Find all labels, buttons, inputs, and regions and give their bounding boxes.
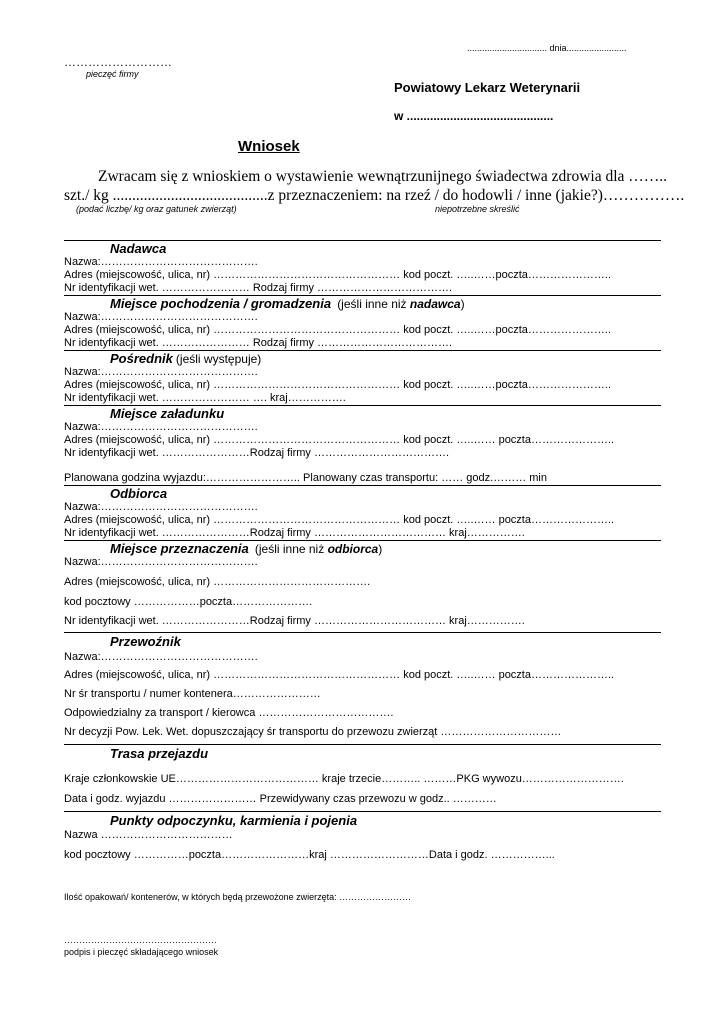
- section-title-odbiorca: Odbiorca: [110, 486, 168, 501]
- stamp-label: pieczęć firmy: [86, 69, 139, 79]
- pochodzenie-address: Adres (miejscowość, ulica, nr) …………………………………………… kod poczt. …..……poczta…………………..: [64, 324, 612, 336]
- posrednik-name: Nazwa:…………………………………….: [64, 366, 258, 378]
- przewoznik-address: Adres (miejscowość, ulica, nr) …………………………………………… kod poczt. …..…… poczta…………………..: [64, 669, 615, 681]
- pochodzenie-name: Nazwa:…………………………………….: [64, 311, 258, 323]
- section-title-posrednik: Pośrednik: [110, 351, 173, 366]
- intro-hint-quantity: (podać liczbę/ kg oraz gatunek zwierząt): [76, 204, 237, 214]
- section-note-end: ): [378, 542, 383, 556]
- odbiorca-id: Nr identyfikacji wet. ……………………Rodzaj firmy ……………………………… kraj…………….: [64, 527, 525, 539]
- section-title-przewoznik: Przewoźnik: [110, 634, 181, 649]
- trasa-departure: Data i godz. wyjazdu …………………… Przewidywany czas przewozu w godz.. …………: [64, 793, 497, 805]
- signature-label: podpis i pieczęć składającego wniosek: [64, 947, 219, 957]
- przeznaczenie-id: Nr identyfikacji wet. ……………………Rodzaj firmy ……………………………… kraj…………….: [64, 615, 525, 627]
- section-note-end: ): [460, 297, 465, 311]
- divider: [64, 744, 661, 745]
- section-note-ref: nadawca: [409, 297, 461, 311]
- section-header-pochodzenie: [110, 296, 465, 311]
- odbiorca-address: Adres (miejscowość, ulica, nr) …………………………………………… kod poczt. …..…… poczta…………………..: [64, 514, 615, 526]
- section-header-posrednik: [110, 351, 261, 366]
- page-title: Wniosek: [238, 138, 300, 155]
- divider: [64, 632, 661, 633]
- intro-line-1: Zwracam się z wnioskiem o wystawienie wewnątrzunijnego świadectwa zdrowia dla ……..: [98, 168, 668, 185]
- nadawca-id: Nr identyfikacji wet. …………………… Rodzaj firmy ……………………………….: [64, 282, 453, 294]
- przeznaczenie-address: Adres (miejscowość, ulica, nr) …………………………………….: [64, 576, 371, 588]
- zaladunek-time: Planowana godzina wyjazdu:…………………….. Planowany czas transportu: …… godz.……… min: [64, 472, 547, 484]
- date-line: ................................ dnia........................: [467, 43, 627, 53]
- zaladunek-id: Nr identyfikacji wet. ……………………Rodzaj firmy ……………………………….: [64, 447, 450, 459]
- section-title-pochodzenie: Miejsce pochodzenia / gromadzenia: [110, 296, 332, 311]
- section-title-nadawca: Nadawca: [110, 241, 167, 256]
- section-note-ref: odbiorca: [327, 542, 379, 556]
- nadawca-address: Adres (miejscowość, ulica, nr) …………………………………………… kod poczt. …..……poczta…………………..: [64, 269, 612, 281]
- punkty-name: Nazwa ………………………………: [64, 829, 233, 841]
- section-title-zaladunek: Miejsce załadunku: [110, 406, 225, 421]
- intro-line-2: szt./ kg ........................................z przeznaczeniem: na rzeź / do hodowli / inne (jakie?)…………….: [64, 187, 685, 204]
- recipient-title: Powiatowy Lekarz Weterynarii: [394, 80, 581, 95]
- section-title-przeznaczenie: Miejsce przeznaczenia: [110, 541, 249, 556]
- nadawca-name: Nazwa:…………………………………….: [64, 256, 258, 268]
- przewoznik-decision: Nr decyzji Pow. Lek. Wet. dopuszczający śr transportu do przewozu zwierząt ……………………………: [64, 726, 562, 738]
- section-title-punkty: Punkty odpoczynku, karmienia i pojenia: [110, 813, 358, 828]
- posrednik-address: Adres (miejscowość, ulica, nr) …………………………………………… kod poczt. …..……poczta…………………..: [64, 379, 612, 391]
- zaladunek-name: Nazwa:…………………………………….: [64, 421, 258, 433]
- odbiorca-name: Nazwa:…………………………………….: [64, 501, 258, 513]
- przeznaczenie-name: Nazwa:…………………………………….: [64, 556, 258, 568]
- recipient-location: w ............................................: [394, 109, 554, 123]
- stamp-dots: ………………………: [64, 55, 172, 69]
- posrednik-id: Nr identyfikacji wet. …………………… …. kraj…………….: [64, 392, 346, 404]
- signature-dots: ……………………………………………: [64, 935, 217, 945]
- packages-count: Ilość opakowań/ kontenerów, w których będą przewożone zwierzęta: ……………………: [64, 892, 412, 902]
- przewoznik-vehicle-nr: Nr śr transportu / numer kontenera……………………: [64, 688, 321, 700]
- pochodzenie-id: Nr identyfikacji wet. …………………… Rodzaj firmy ……………………………….: [64, 337, 453, 349]
- trasa-countries: Kraje członkowskie UE………………………………… kraje trzecie……….. ………PKG wywozu……………………….: [64, 773, 624, 785]
- section-title-trasa: Trasa przejazdu: [110, 746, 209, 761]
- przewoznik-driver: Odpowiedzialny za transport / kierowca ……………………………….: [64, 707, 394, 719]
- section-note: (jeśli występuje): [175, 352, 262, 366]
- zaladunek-address: Adres (miejscowość, ulica, nr) …………………………………………… kod poczt. …..…… poczta…………………..: [64, 434, 615, 446]
- przeznaczenie-postal: kod pocztowy ………………poczta………………….: [64, 596, 313, 608]
- section-note: (jeśli inne niż: [254, 542, 328, 556]
- section-header-przeznaczenie: [110, 541, 382, 556]
- przewoznik-name: Nazwa:…………………………………….: [64, 651, 258, 663]
- divider: [64, 811, 661, 812]
- punkty-postal: kod pocztowy ……………poczta……………………kraj ………………………Data i godz. ……………...: [64, 849, 555, 861]
- section-note: (jeśli inne niż: [337, 297, 410, 311]
- intro-hint-strike: niepotrzebne skreślić: [435, 204, 520, 214]
